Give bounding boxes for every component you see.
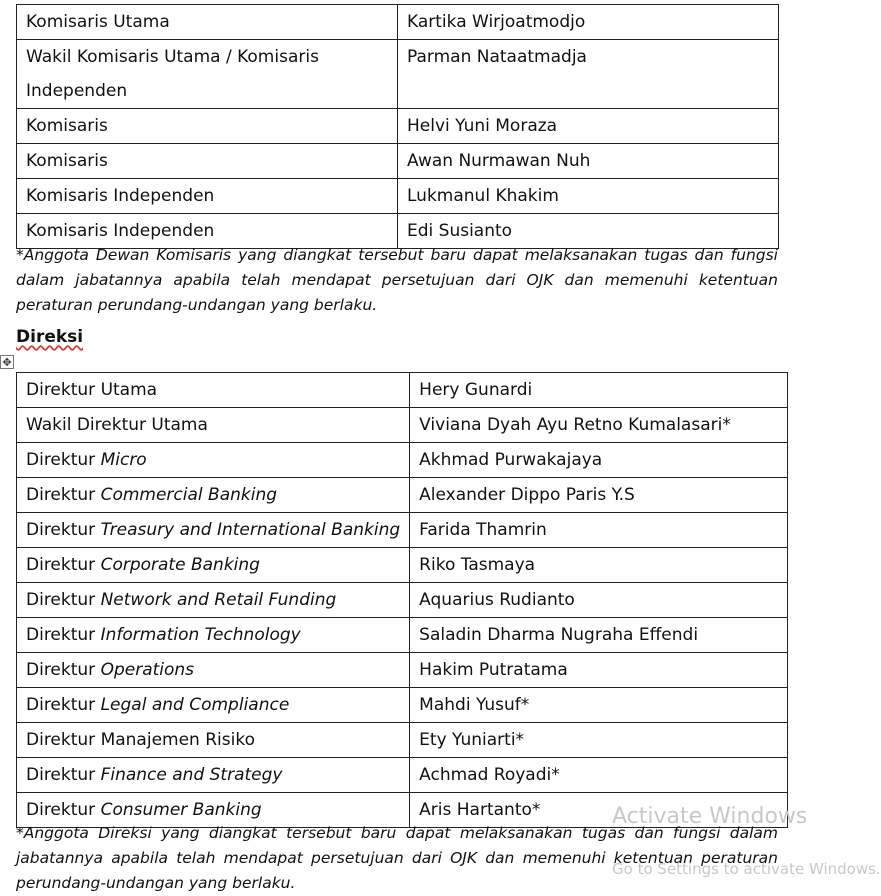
director-position-cell [17,618,410,653]
director-position-prefix: Direktur [26,485,101,505]
table-row [17,548,788,583]
director-position-cell [17,408,410,443]
table-row [17,40,779,109]
director-name-cell: Achmad Royadi* [410,758,788,793]
directors-table [16,372,788,828]
director-position-domain: Legal and Compliance [100,695,290,715]
table-move-handle-icon[interactable]: ✥ [0,355,14,369]
director-position-domain: Micro [100,450,147,470]
table-row [17,408,788,443]
director-name-cell: Akhmad Purwakajaya [410,443,788,478]
director-position-prefix: Direktur [26,695,101,715]
director-name-cell: Hery Gunardi [410,373,788,408]
director-name-cell: Farida Thamrin [410,513,788,548]
board-name-cell: Lukmanul Khakim [398,179,779,214]
board-name-cell: Kartika Wirjoatmodjo [398,5,779,40]
board-name-cell: Edi Susianto [398,214,779,249]
director-position-prefix: Direktur [26,450,101,470]
director-position-prefix: Direktur Utama [26,380,158,400]
board-name-cell: Parman Nataatmadja [398,40,779,109]
board-position-cell: Komisaris [17,144,398,179]
director-position-prefix: Direktur [26,625,101,645]
director-name-cell: Viviana Dyah Ayu Retno Kumalasari* [410,408,788,443]
director-position-domain: Consumer Banking [100,800,262,820]
table-row [17,688,788,723]
board-of-commissioners-table [16,4,779,249]
director-name-cell: Riko Tasmaya [410,548,788,583]
director-position-prefix: Direktur [26,590,101,610]
table-row [17,653,788,688]
table-row [17,513,788,548]
director-position-prefix: Direktur [26,800,101,820]
director-position-cell [17,373,410,408]
director-position-cell [17,478,410,513]
director-position-cell [17,443,410,478]
director-position-cell [17,513,410,548]
board-position-cell: Komisaris Utama [17,5,398,40]
board-name-cell: Helvi Yuni Moraza [398,109,779,144]
director-position-domain: Corporate Banking [100,555,260,575]
table-row [17,758,788,793]
director-name-cell: Ety Yuniarti* [410,723,788,758]
board-position-cell: Komisaris Independen [17,214,398,249]
director-position-domain: Commercial Banking [100,485,278,505]
director-position-cell [17,723,410,758]
table-row [17,179,779,214]
board-position-cell: Komisaris Independen [17,179,398,214]
table-row [17,5,779,40]
activate-windows-hint: Go to Settings to activate Windows. [612,860,881,878]
board-position-cell: Wakil Komisaris Utama / Komisaris Independen [17,40,398,109]
director-name-cell: Alexander Dippo Paris Y.S [410,478,788,513]
board-note: *Anggota Dewan Komisaris yang diangkat tersebut baru dapat melaksanakan tugas dan fungsi dalam jabatannya apabila telah mendapat persetujuan dari OJK dan memenuhi ketentuan peraturan perundang-undangan yang berlaku. [16,246,778,314]
director-position-prefix: Direktur [26,660,101,680]
director-position-cell [17,653,410,688]
directors-note: *Anggota Direksi yang diangkat tersebut baru dapat melaksanakan tugas dan fungsi dalam jabatannya apabila telah mendapat persetujuan dari OJK dan memenuhi ketentuan peraturan perundang-undangan yang berlaku. [16,824,778,892]
director-position-domain: Operations [100,660,195,680]
director-position-domain: Information Technology [100,625,301,645]
director-name-cell: Mahdi Yusuf* [410,688,788,723]
director-position-prefix: Direktur [26,520,101,540]
director-position-cell [17,548,410,583]
directors-heading: Direksi [16,327,84,347]
director-name-cell: Aquarius Rudianto [410,583,788,618]
director-name-cell: Aris Hartanto* [410,793,788,828]
director-position-prefix: Direktur [26,555,101,575]
director-position-prefix: Direktur [26,765,101,785]
table-row [17,443,788,478]
director-position-cell [17,688,410,723]
director-position-cell [17,758,410,793]
table-row [17,583,788,618]
board-name-cell: Awan Nurmawan Nuh [398,144,779,179]
director-name-cell: Saladin Dharma Nugraha Effendi [410,618,788,653]
director-position-domain: Finance and Strategy [100,765,283,785]
director-position-domain: Treasury and International Banking [100,520,401,540]
table-row [17,109,779,144]
table-row [17,373,788,408]
director-position-domain: Network and Retail Funding [100,590,337,610]
table-row [17,723,788,758]
director-name-cell: Hakim Putratama [410,653,788,688]
table-row [17,478,788,513]
director-position-cell [17,583,410,618]
table-row [17,618,788,653]
director-position-prefix: Wakil Direktur Utama [26,415,208,435]
board-position-cell: Komisaris [17,109,398,144]
table-row [17,144,779,179]
director-position-prefix: Direktur Manajemen Risiko [26,730,255,750]
activate-windows-watermark: Activate Windows [612,804,808,829]
